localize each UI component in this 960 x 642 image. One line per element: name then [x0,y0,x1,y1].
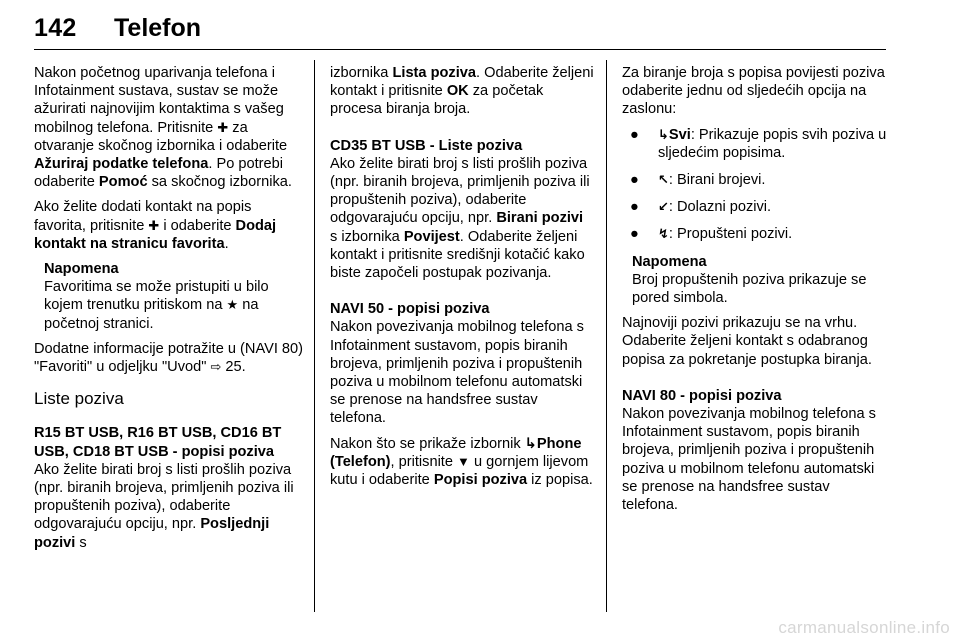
page-number: 142 [34,14,77,42]
list-item: ● ↙: Dolazni pozivi. [630,199,772,216]
note-missed-calls: Napomena Broj propuštenih poziva prikazuje se pored simbola. [622,253,888,308]
star-icon: ★ [226,297,239,313]
subheading-navi80: NAVI 80 - popisi poziva [622,387,782,404]
paragraph-history-options: Za biranje broja s popisa povijesti poziva odaberite jednu od sljedećih opcija na zaslonu: [622,65,885,118]
subheading-navi50: NAVI 50 - popisi poziva [330,301,490,318]
phone-menu-label: ↳Phone (Telefon) [330,435,582,470]
note-favorites: Napomena Favoritima se može pristupiti u bilo kojem trenutku pritiskom na ★ na početnoj stranici. [34,260,304,333]
dialled-calls-icon: ↖ [658,172,669,188]
page-title: Telefon [114,14,202,42]
column-divider-2 [606,60,607,612]
page-header [34,14,886,50]
list-item: ● ↯: Propušteni pozivi. [630,226,793,243]
paragraph-recent-calls: Najnoviji pozivi prikazuju se na vrhu. Odaberite željeni kontakt s odabranog popisa za pokretanje postupka biranja. [622,315,872,368]
paragraph-more-info: Dodatne informacije potražite u (NAVI 80) "Favoriti" u odjeljku "Uvod" ⇨ 25. [34,340,304,376]
subheading-r15: R15 BT USB, R16 BT USB, CD16 BT USB, CD18 BT USB - popisi poziva [34,425,282,460]
watermark: carmanualsonline.info [778,618,950,637]
missed-calls-icon: ↯ [658,226,669,242]
page-reference-icon: ⇨ [210,359,222,375]
plus-icon: ✚ [217,119,229,135]
section-title: Liste poziva [34,389,124,409]
column-divider-1 [314,60,315,612]
list-item: ● ↳Svi: Prikazuje popis svih poziva u sljedećim popisima. [630,126,887,161]
paragraph-cd35: Ako želite birati broj s listi prošlih poziva (npr. biranih brojeva, primljenih poziva ili propuštenih poziva), odaberite odgovarajuću opciju, npr. Birani pozivi s izbornika Povijest. Odaberite željeni kontakt i pritisnite središnji kotačić kako biste započeli postupak pozivanja. [330,155,590,282]
paragraph-add-favorite: Ako želite dodati kontakt na popis favorita, pritisnite ✚ i odaberite Dodaj kontakt na stranicu favorita. [34,199,277,252]
paragraph-navi80: Nakon povezivanja mobilnog telefona s Infotainment sustavom, popis biranih brojeva, primljenih poziva i propuštenih poziva u mobilnom telefonu automatski se prenose na handsfree sustav telefona. [622,406,876,514]
column-2 [330,64,594,496]
paragraph-sync-contacts: Nakon početnog uparivanja telefona i Infotainment sustava, sustav se može ažurirati najnovijim kontaktima s vašeg mobilnog telefona. Pritisnite ✚ za otvaranje skočnog izbornika i odaberite Ažuriraj podatke telefona. Po potrebi odaberite Pomoć sa skočnog izbornika. [34,65,292,191]
paragraph-r15: Ako želite birati broj s listi prošlih poziva (npr. biranih brojeva, primljenih poziva ili propuštenih poziva), odaberite odgovarajuću opciju, npr. Posljednji pozivi s [34,461,294,551]
list-item: ● ↖: Birani brojevi. [630,172,766,189]
subheading-cd35: CD35 BT USB - Liste poziva [330,137,523,154]
plus-icon: ✚ [148,217,160,233]
note-title: Napomena [632,253,707,270]
paragraph-navi50: Nakon povezivanja mobilnog telefona s Infotainment sustavom, popis biranih brojeva, primljenih poziva i propuštenih poziva u mobilnom telefonu automatski se prenose na handsfree sustav telefona. [330,319,584,427]
header-rule [34,49,886,50]
column-1 [34,64,304,559]
paragraph-call-list: izbornika Lista poziva. Odaberite željeni kontakt i pritisnite OK za početak procesa biranja broja. [330,65,594,118]
incoming-calls-icon: ↙ [658,199,669,215]
triangle-down-icon: ▼ [457,453,470,469]
column-3 [622,64,888,521]
all-calls-icon: ↳ [658,126,669,142]
paragraph-navi50-menu: Nakon što se prikaže izbornik ↳Phone (Telefon), pritisnite ▼ u gornjem lijevom kutu i odaberite Popisi poziva iz popisa. [330,435,593,489]
note-title: Napomena [44,261,119,278]
